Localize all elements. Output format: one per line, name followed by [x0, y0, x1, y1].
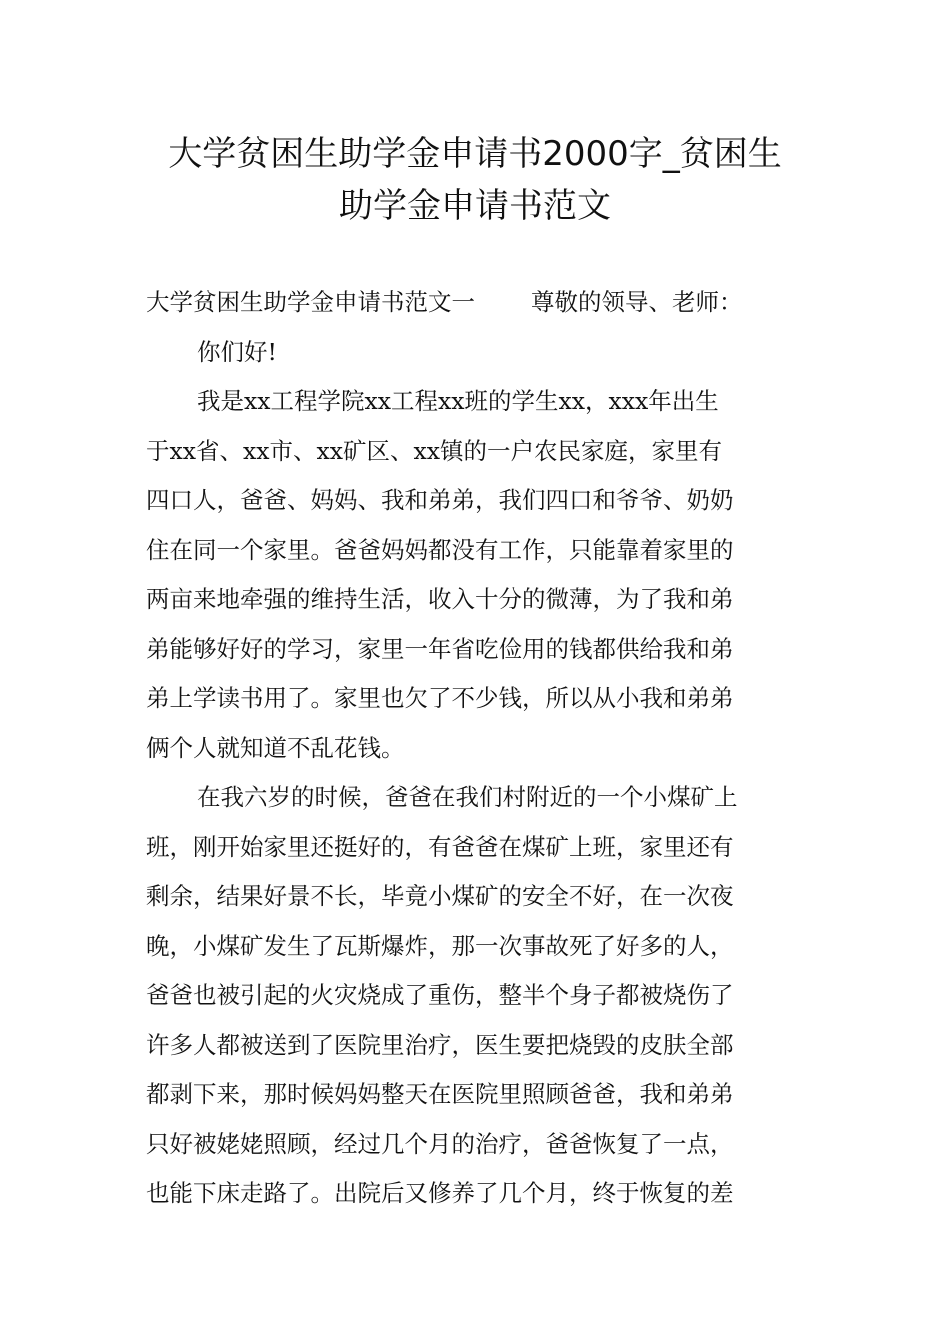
- title-line-2: 助学金申请书范文: [339, 186, 611, 226]
- paragraph-line: 弟能够好好的学习，家里一年省吃俭用的钱都供给我和弟: [146, 634, 734, 663]
- paragraph-line: 班，刚开始家里还挺好的，有爸爸在煤矿上班，家里还有: [146, 832, 734, 861]
- paragraph-line: 也能下床走路了。出院后又修养了几个月，终于恢复的差: [146, 1179, 734, 1207]
- paragraph-line: 都剥下来，那时候妈妈整天在医院里照顾爸爸，我和弟弟: [146, 1080, 734, 1108]
- paragraph-line: 俩个人就知道不乱花钱。: [146, 733, 405, 762]
- paragraph-2: [146, 773, 810, 1219]
- section-heading: 大学贫困生助学金申请书范文一: [146, 288, 475, 316]
- paragraph-line: 爸爸也被引起的火灾烧成了重伤，整半个身子都被烧伤了: [146, 981, 734, 1009]
- paragraph-line: 剩余，结果好景不长，毕竟小煤矿的安全不好，在一次夜: [146, 882, 734, 910]
- paragraph-line: 住在同一个家里。爸爸妈妈都没有工作，只能靠着家里的: [146, 535, 734, 564]
- paragraph-1: [146, 377, 810, 773]
- paragraph-line: 我是xx工程学院xx工程xx班的学生xx，xxx年出生: [197, 387, 719, 415]
- paragraph-line: 在我六岁的时候，爸爸在我们村附近的一个小煤矿上: [197, 783, 738, 811]
- title-line-1: 大学贫困生助学金申请书2000字_贫困生: [168, 134, 782, 174]
- paragraph-line: 四口人，爸爸、妈妈、我和弟弟，我们四口和爷爷、奶奶: [146, 486, 734, 514]
- paragraph-line: 两亩来地牵强的维持生活，收入十分的微薄，为了我和弟: [146, 585, 734, 613]
- paragraph-line: 晚，小煤矿发生了瓦斯爆炸，那一次事故死了好多的人，: [146, 931, 734, 960]
- paragraph-line: 只好被姥姥照顾，经过几个月的治疗，爸爸恢复了一点，: [146, 1129, 734, 1158]
- document-title: [140, 128, 810, 232]
- paragraph-line: 许多人都被送到了医院里治疗，医生要把烧毁的皮肤全部: [146, 1030, 734, 1059]
- salutation: 尊敬的领导、老师：: [531, 288, 743, 316]
- paragraph-line: 弟上学读书用了。家里也欠了不少钱，所以从小我和弟弟: [146, 684, 734, 712]
- greeting: 你们好!: [197, 337, 277, 366]
- heading-line: [146, 278, 810, 328]
- document-body: [146, 278, 810, 1219]
- paragraph-line: 于xx省、xx市、xx矿区、xx镇的一户农民家庭，家里有: [146, 436, 723, 465]
